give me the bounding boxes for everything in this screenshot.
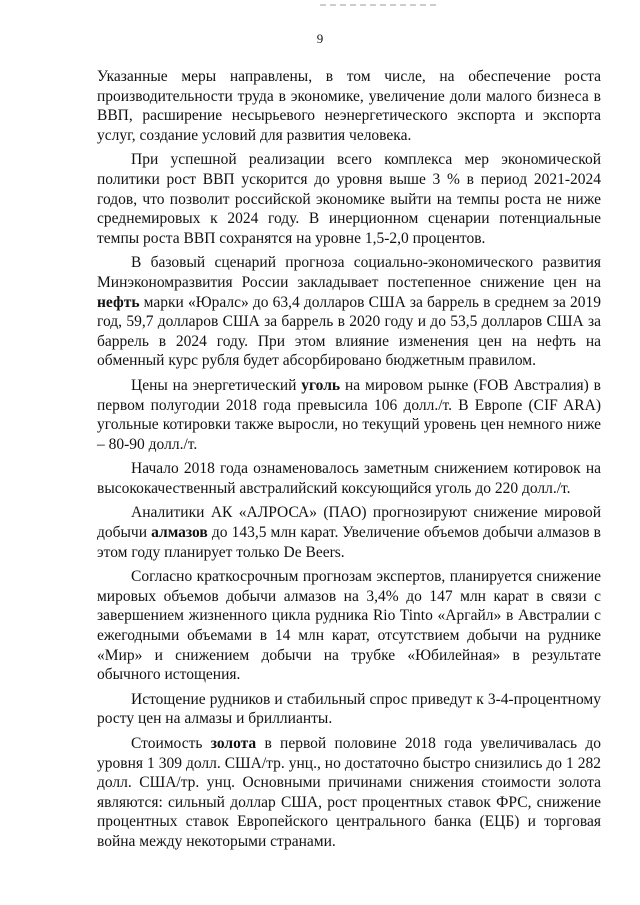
paragraph [97,734,601,852]
text-run: Цены на энергетический [131,376,302,394]
text-run: в первой половине 2018 года увеличивалась до уровня 1 309 долл. США/тр. унц., но достаточно быстро снизились до 1 282 долл. США/тр. унц. Основными причинами снижения стоимости золота являются: сильный доллар США, рост процентных ставок ФРС, снижение процентных ставок Европейского центрального банка (ЕЦБ) и торговая война между некоторыми странами. [97,735,601,850]
paragraph [97,503,601,562]
keyword-bold: нефть [97,293,140,311]
text-run: марки «Юралс» до 63,4 долларов США за баррель в среднем за 2019 год, 59,7 долларов США за баррель в 2020 году и до 53,5 долларов США за баррель в 2024 году. При этом влияние изменения цен на нефть на обменный курс рубля будет абсорбировано бюджетным правилом. [97,293,601,370]
paragraph [97,459,601,498]
paragraph [97,567,601,685]
keyword-bold: золота [210,735,257,752]
document-body [97,67,601,857]
paragraph [97,67,601,145]
text-run: Аналитики АК «АЛРОСА» (ПАО) прогнозируют снижение мировой добычи [97,504,601,542]
text-run: до 143,5 млн карат. Увеличение объемов добычи алмазов в этом году планирует только De Beers. [97,524,602,561]
paragraph [97,253,601,371]
paragraph [97,376,601,454]
page-number: 9 [316,31,324,46]
text-run: В базовый сценарий прогноза социально-экономического развития Минэкономразвития России закладывает постепенное снижение цен на [97,254,601,291]
keyword-bold: уголь [301,376,341,394]
text-run: Начало 2018 года ознаменовалось заметным снижением котировок на высококачественный австралийский коксующийся уголь до 220 долл./т. [97,460,601,497]
text-run: на мировом рынке (FOB Австралия) в первом полугодии 2018 года превысила 106 долл./т. В Европе (CIF ARA) угольные котировки также выросли, но текущий уровень цен немного ниже – 80-90 долл./т. [97,376,601,453]
scan-artifact [320,4,440,6]
text-run: Указанные меры направлены, в том числе, на обеспечение роста производительности труда в экономике, увеличение доли малого бизнеса в ВВП, расширение несырьевого неэнергетического экспорта и экспорта услуг, создание условий для развития человека. [97,68,601,144]
keyword-bold: алмазов [151,524,208,542]
text-run: Истощение рудников и стабильный спрос приведут к 3-4-процентному росту цен на алмазы и бриллианты. [97,690,601,728]
paragraph [97,690,601,729]
text-run: Согласно краткосрочным прогнозам экспертов, планируется снижение мировых объемов добычи алмазов на 3,4% до 147 млн карат в связи с завершением жизненного цикла рудника Rio Tinto «Аргайл» в Австралии с ежегодными объемами в 14 млн карат, отсутствием добычи на руднике «Мир» и снижением добычи на трубке «Юбилейная» в результате обычного истощения. [97,568,601,684]
text-run: При успешной реализации всего комплекса мер экономической политики рост ВВП ускорится до уровня выше 3 % в период 2021-2024 годов, что позволит российской экономике выйти на темпы роста не ниже среднемировых к 2024 году. В инерционном сценарии потенциальные темпы роста ВВП сохранятся на уровне 1,5-2,0 процентов. [97,151,601,247]
text-run: Стоимость [131,735,211,752]
paragraph [97,150,601,248]
